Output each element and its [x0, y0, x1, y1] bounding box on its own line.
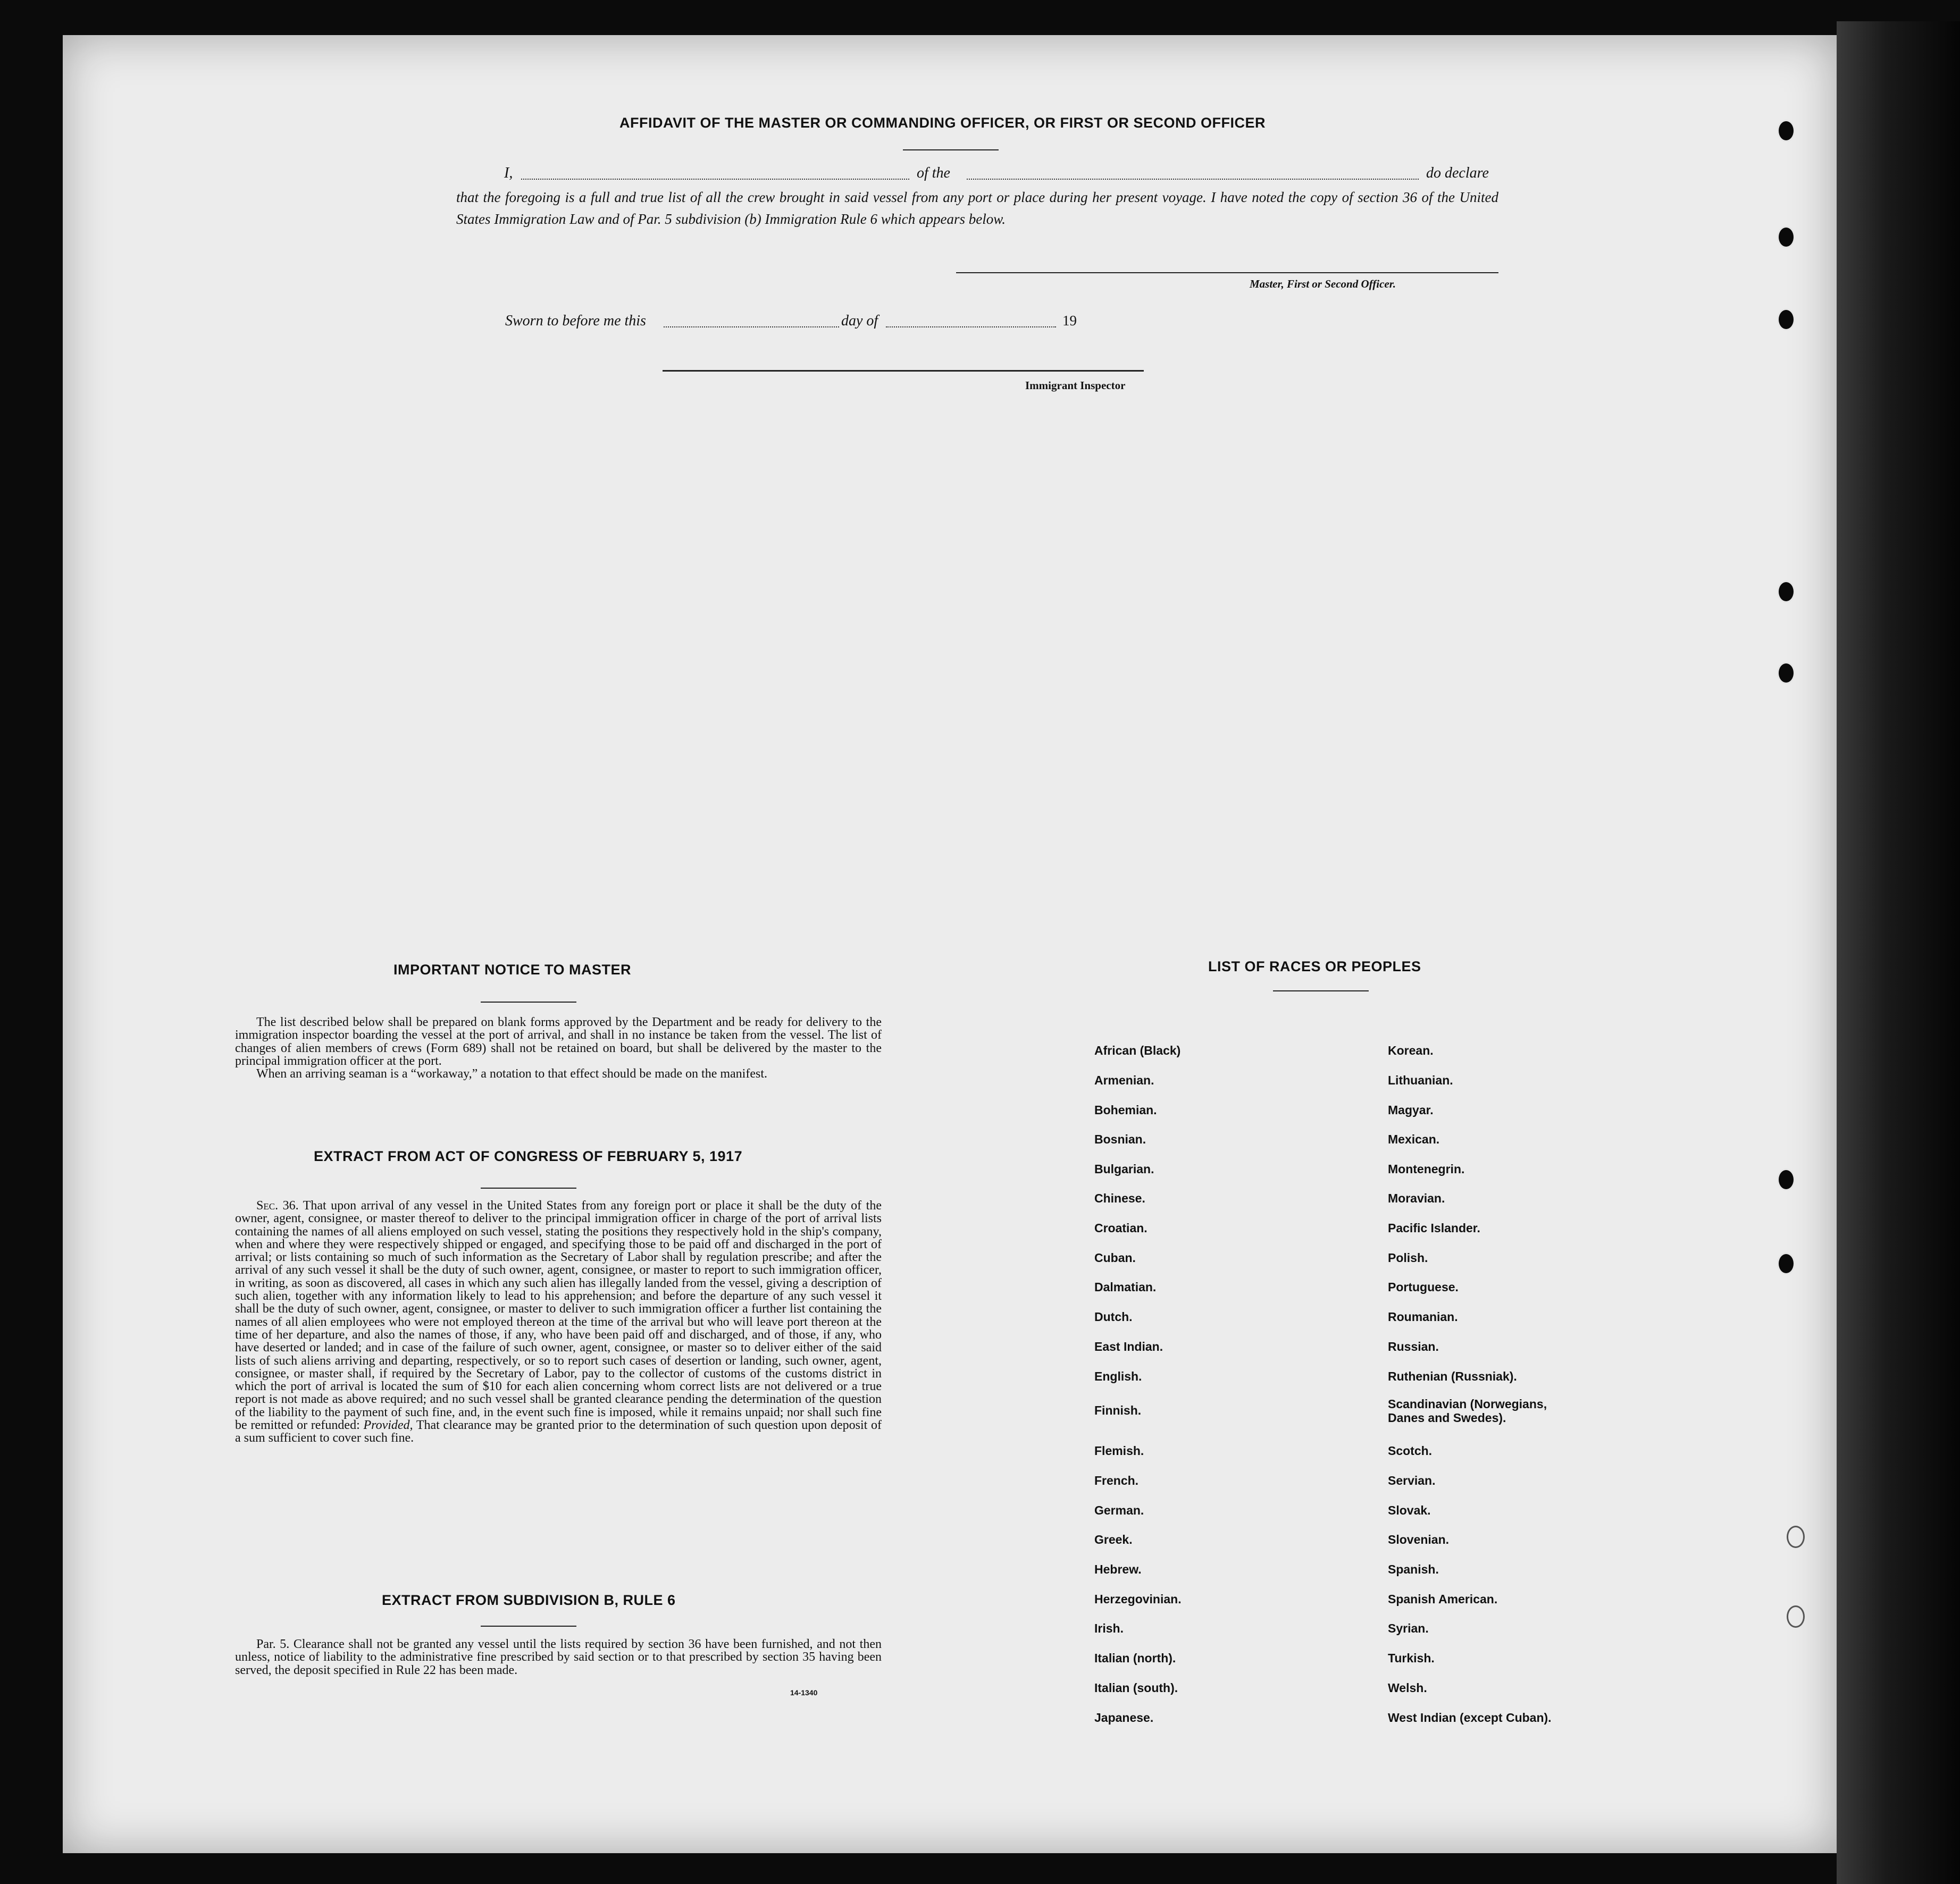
race-item: Irish. — [1094, 1621, 1124, 1635]
race-item: Servian. — [1388, 1474, 1436, 1487]
race-item: Japanese. — [1094, 1711, 1154, 1725]
race-item: Lithuanian. — [1388, 1073, 1453, 1087]
race-item: French. — [1094, 1474, 1139, 1487]
races-title: LIST OF RACES OR PEOPLES — [1208, 958, 1421, 974]
race-item: Bosnian. — [1094, 1132, 1146, 1146]
race-item: Finnish. — [1094, 1403, 1142, 1417]
punch-hole — [1777, 308, 1795, 331]
race-item: Chinese. — [1094, 1191, 1145, 1205]
inspector-label: Immigrant Inspector — [1025, 379, 1126, 392]
race-item: Spanish. — [1388, 1562, 1439, 1576]
rule-extract-title: EXTRACT FROM SUBDIVISION B, RULE 6 — [382, 1592, 676, 1608]
affidavit-body: that the foregoing is a full and true list of all the crew brought in said vessel from any port or place during her present voyage. I have noted the copy of section 36 of the United States Immigration Law and of Par. 5 subdivision (b) Immigration Rule 6 which appears below. — [456, 189, 1498, 227]
race-item: Spanish American. — [1388, 1592, 1498, 1606]
form-number: 14-1340 — [790, 1688, 818, 1697]
race-item: Welsh. — [1388, 1681, 1427, 1695]
sworn-label: Sworn to before me this — [505, 313, 646, 329]
race-item: Magyar. — [1388, 1103, 1434, 1117]
notice-title: IMPORTANT NOTICE TO MASTER — [393, 962, 631, 978]
race-item: Dutch. — [1094, 1310, 1133, 1324]
race-item: Dalmatian. — [1094, 1280, 1157, 1294]
inspector-signature-line[interactable] — [663, 370, 1144, 372]
race-item: Slovak. — [1388, 1503, 1431, 1517]
master-name-field[interactable] — [521, 179, 909, 180]
race-item: Italian (north). — [1094, 1651, 1176, 1665]
race-item: Pacific Islander. — [1388, 1221, 1480, 1235]
affidavit-i-label: I, — [504, 165, 513, 181]
act-extract-text-end: That clearance may be granted prior to the determination of such question upon deposit of a sum sufficient to cover such fine. — [235, 1418, 882, 1445]
races-underline — [1273, 990, 1369, 991]
race-item: East Indian. — [1094, 1340, 1163, 1353]
punch-hole — [1777, 1168, 1795, 1191]
notice-paragraph-2: When an arriving seaman is a “workaway,” a notation to that effect should be made on the manifest. — [256, 1067, 767, 1081]
rule-underline — [481, 1626, 576, 1627]
provided-label: Provided, — [363, 1418, 413, 1433]
race-item: Scotch. — [1388, 1444, 1433, 1458]
race-item: Bulgarian. — [1094, 1162, 1154, 1176]
punch-hole — [1777, 226, 1795, 248]
act-underline — [481, 1188, 576, 1189]
affidavit-title: AFFIDAVIT OF THE MASTER OR COMMANDING OFFICER, OR FIRST OR SECOND OFFICER — [619, 115, 1266, 131]
notice-underline — [481, 1002, 576, 1003]
race-item: Turkish. — [1388, 1651, 1435, 1665]
race-item: Korean. — [1388, 1044, 1434, 1057]
manifest-back-page — [63, 35, 1837, 1853]
race-item: Flemish. — [1094, 1444, 1144, 1458]
race-item: Polish. — [1388, 1251, 1428, 1265]
race-item: Croatian. — [1094, 1221, 1147, 1235]
punch-hole — [1787, 1605, 1805, 1628]
act-extract-body — [235, 1199, 882, 1445]
punch-hole — [1777, 662, 1795, 684]
race-item: Montenegrin. — [1388, 1162, 1465, 1176]
race-item: Mexican. — [1388, 1132, 1440, 1146]
race-item: Hebrew. — [1094, 1562, 1142, 1576]
affidavit-do-declare-label: do declare — [1426, 165, 1489, 181]
notice-paragraph-1: The list described below shall be prepared on blank forms approved by the Department and be ready for delivery to the immigration inspector boarding the vessel at the port of arrival, and shall in no instance be taken from the vessel. The list of changes of alien members of crews (Form 689) shall not be retained on board, but shall be delivered by the master to the principal immigration officer at the port. — [235, 1015, 882, 1068]
race-item: Portuguese. — [1388, 1280, 1459, 1294]
race-item: German. — [1094, 1503, 1144, 1517]
punch-hole — [1777, 1252, 1795, 1275]
race-item: Moravian. — [1388, 1191, 1445, 1205]
sworn-day-field[interactable] — [664, 326, 839, 327]
race-item: English. — [1094, 1369, 1142, 1383]
race-item: Scandinavian (Norwegians, Danes and Swedes). — [1388, 1397, 1547, 1425]
race-item: Syrian. — [1388, 1621, 1429, 1635]
race-item: Bohemian. — [1094, 1103, 1157, 1117]
day-of-label: day of — [841, 313, 878, 329]
scanner-edge — [1837, 21, 1960, 1884]
race-item: Cuban. — [1094, 1251, 1136, 1265]
act-extract-title: EXTRACT FROM ACT OF CONGRESS OF FEBRUARY 5, 1917 — [314, 1148, 743, 1164]
year-prefix: 19 — [1062, 313, 1077, 329]
race-item: Ruthenian (Russniak). — [1388, 1369, 1517, 1383]
race-item: West Indian (except Cuban). — [1388, 1711, 1552, 1725]
affidavit-of-the-label: of the — [917, 165, 950, 181]
punch-hole — [1777, 120, 1795, 142]
race-item: Armenian. — [1094, 1073, 1154, 1087]
race-item: Slovenian. — [1388, 1533, 1450, 1546]
title-underline — [903, 149, 999, 150]
race-item: Italian (south). — [1094, 1681, 1178, 1695]
race-item: Roumanian. — [1388, 1310, 1458, 1324]
race-item: Herzegovinian. — [1094, 1592, 1182, 1606]
punch-hole — [1777, 581, 1795, 603]
notice-body — [235, 1016, 882, 1080]
master-signature-line[interactable] — [956, 272, 1498, 273]
rule-extract-body: Par. 5. Clearance shall not be granted any vessel until the lists required by section 36 have been furnished, and not then unless, notice of liability to the administrative fine prescribed by said section or to that prescribed by section 35 having been served, the deposit specified in Rule 22 has been made. — [235, 1637, 882, 1677]
race-item: African (Black) — [1094, 1044, 1181, 1057]
race-item: Russian. — [1388, 1340, 1439, 1353]
master-signature-label: Master, First or Second Officer. — [1250, 277, 1396, 290]
punch-hole — [1787, 1526, 1805, 1548]
vessel-name-field[interactable] — [967, 179, 1419, 180]
sworn-month-field[interactable] — [886, 326, 1056, 327]
section-label: Sec. 36. — [256, 1199, 299, 1213]
race-item: Greek. — [1094, 1533, 1133, 1546]
act-extract-text: That upon arrival of any vessel in the United States from any foreign port or place it shall be the duty of the owner, agent, consignee, or master thereof to deliver to the principal immigration officer in charge of the port of arrival lists containing the names of all aliens employed on such vessel, stating the positions they respectively hold in the ship's company, when and where they were respectively shipped or engaged, and specifying those to be paid off and discharged in the port of arrival; or lists containing so much of such information as the Secretary of Labor shall by regulation prescribe; and after the arrival of any such vessel it shall be the duty of such owner, agent, consignee, or master to report to such immigration officer, in writing, as soon as discovered, all cases in which any such alien has illegally landed from the vessel, giving a description of such alien, together with any information likely to lead to his apprehension; and before the departure of any such vessel it shall be the duty of such owner, agent, consignee, or master to deliver to such immigration officer a further list containing the names of all alien employees who were not employed thereon at the time of the arrival but who will leave port thereon at the time of her departure, and also the names of those, if any, who have been paid off and discharged, and of those, if any, who have deserted or landed; and in case of the failure of such owner, agent, consignee, or master so to deliver either of the said lists of such aliens arriving and departing, respectively, or so to report such cases of desertion or landing, such owner, agent, consignee, or master shall, if required by the Secretary of Labor, pay to the collector of customs of the customs district in which the port of arrival is located the sum of $10 for each alien concerning whom correct lists are not delivered or a true report is not made as above required; and no such vessel shall be granted clearance pending the determination of the question of the liability to the payment of such fine, and, in the event such fine is imposed, while it remains unpaid; nor shall such fine be remitted or refunded: — [235, 1199, 882, 1433]
